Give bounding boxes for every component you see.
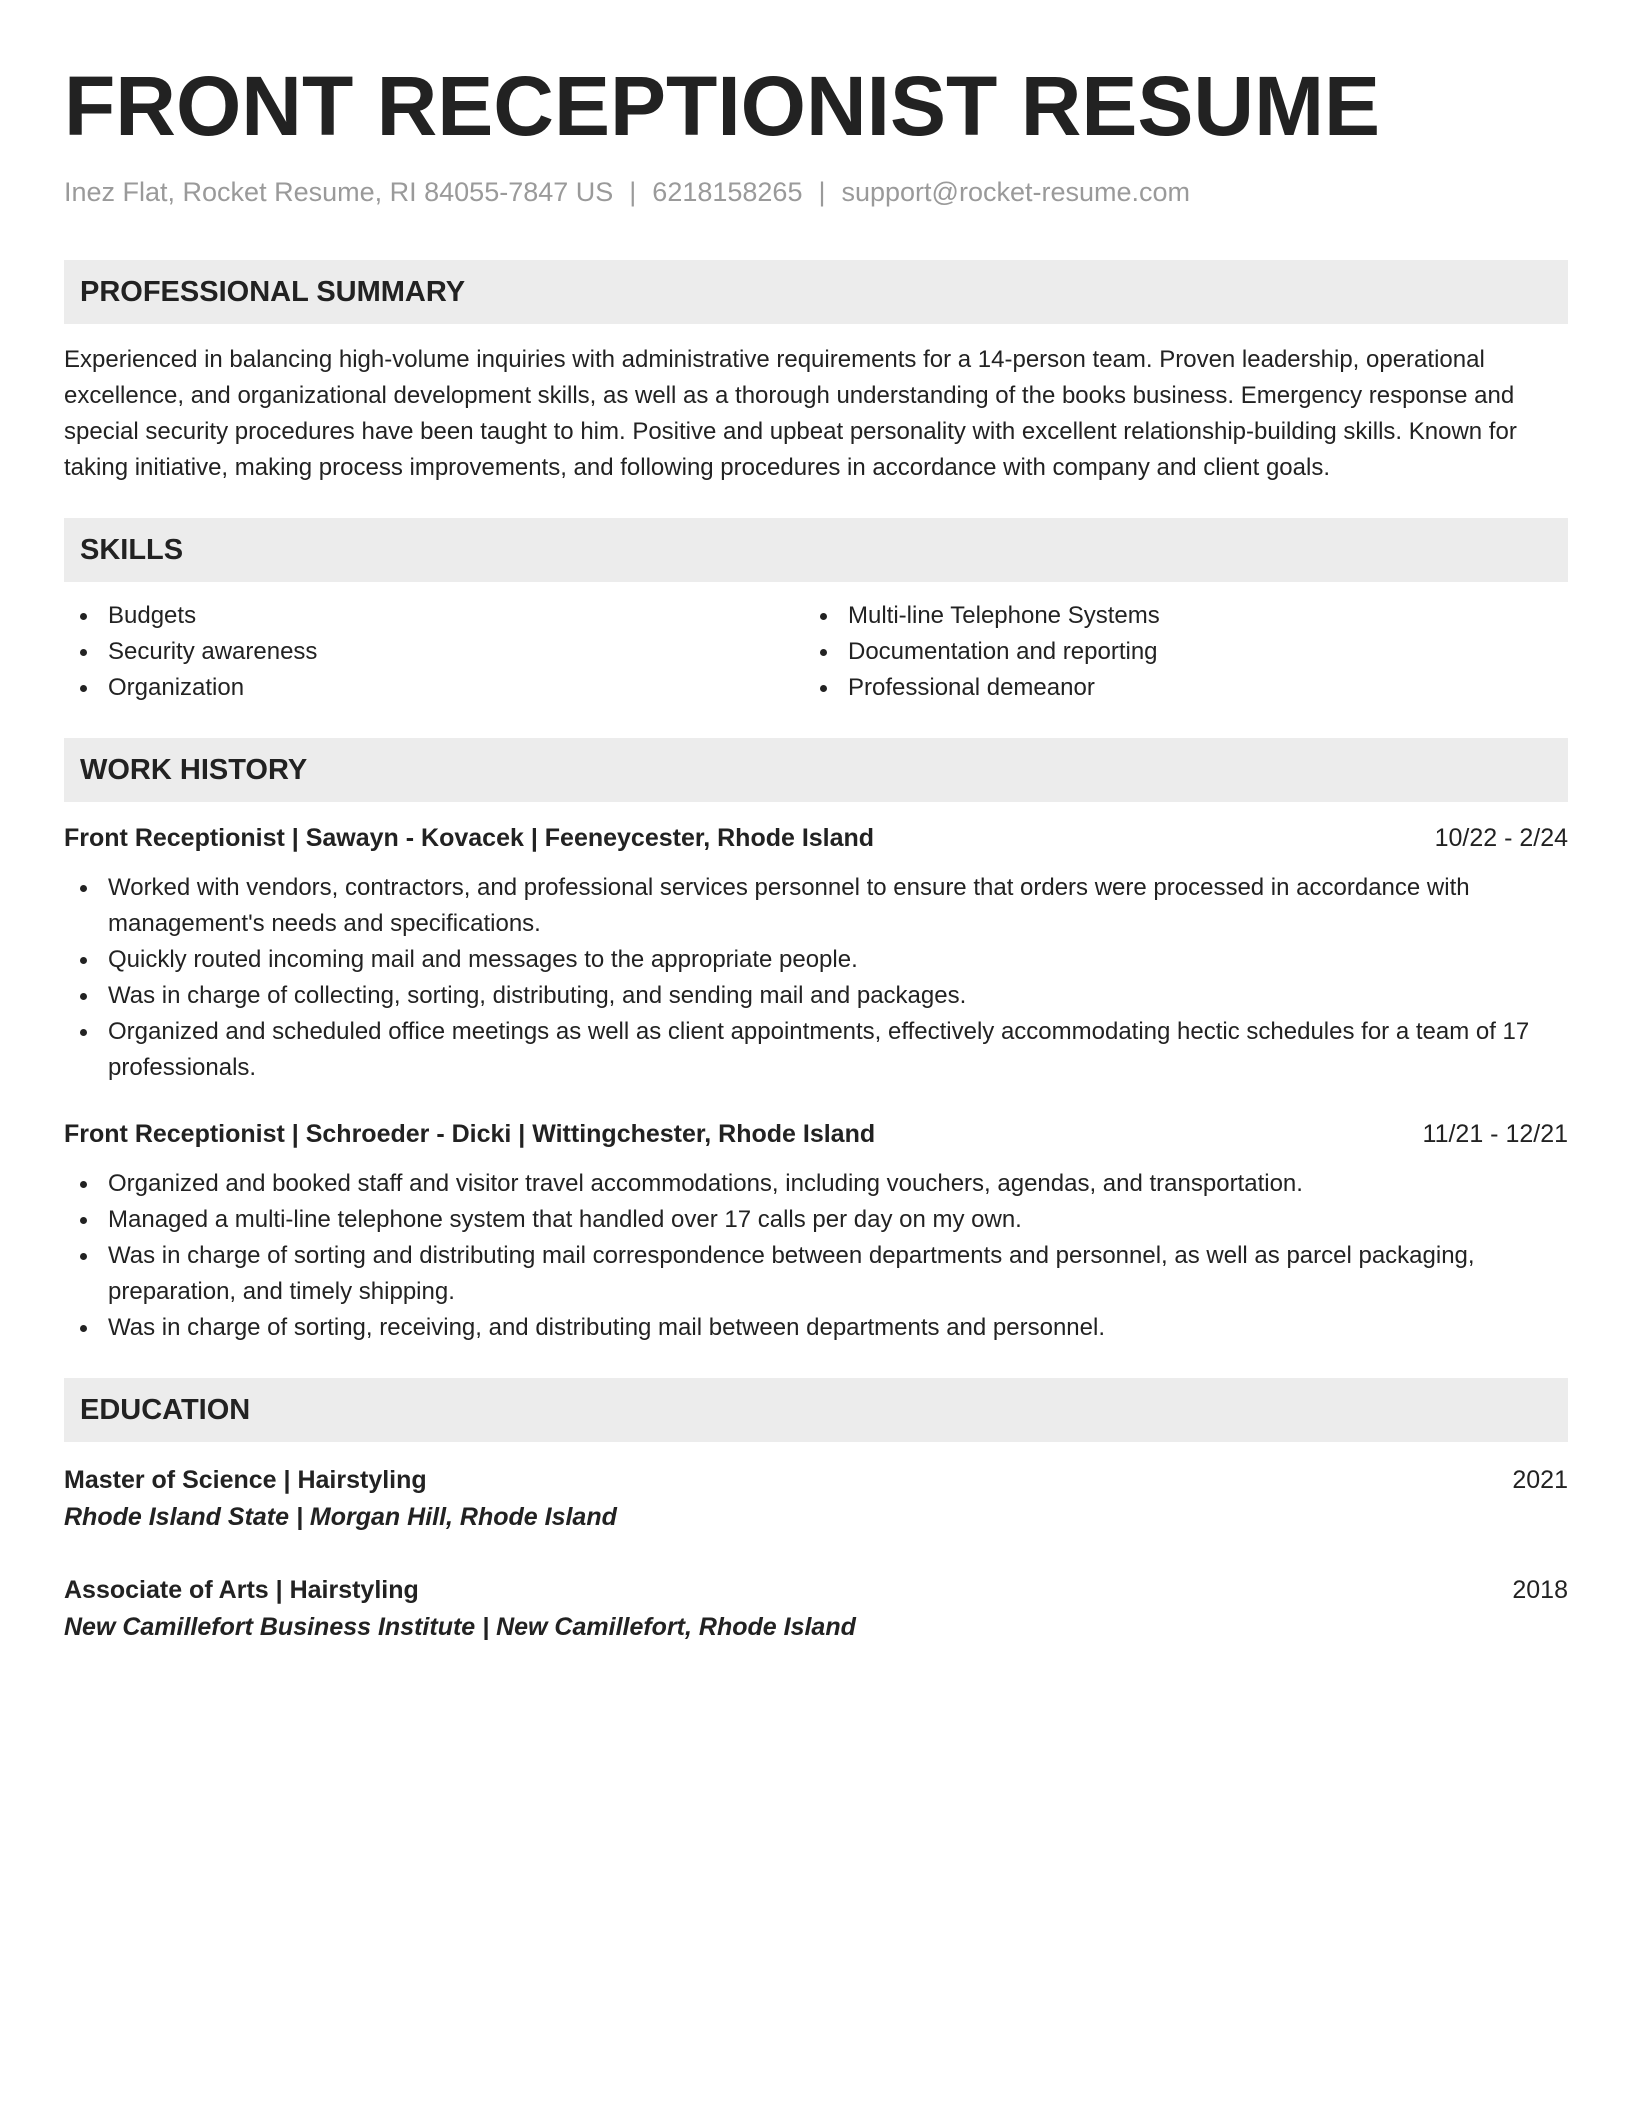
job-bullet: Worked with vendors, contractors, and professional services personnel to ensure that orders were processed in accordance with management's needs and specifications. (64, 870, 1568, 942)
skills-heading: SKILLS (64, 518, 1568, 582)
job-dates: 10/22 - 2/24 (1434, 824, 1568, 852)
job-bullet: Organized and scheduled office meetings as well as client appointments, effectively accommodating hectic schedules for a team of 17 professionals. (64, 1014, 1568, 1086)
skill-item: Budgets (64, 598, 804, 634)
contact-separator: | (818, 177, 826, 207)
contact-line (64, 174, 1568, 210)
job-bullet: Organized and booked staff and visitor travel accommodations, including vouchers, agendas, and transportation. (64, 1166, 1568, 1202)
skills-column-left (64, 598, 804, 706)
education-header (64, 1462, 1568, 1498)
graduation-year: 2018 (1512, 1576, 1568, 1604)
work-history-heading: WORK HISTORY (64, 738, 1568, 802)
skill-item: Security awareness (64, 634, 804, 670)
degree: Associate of Arts | Hairstyling (64, 1576, 419, 1604)
job-bullet: Was in charge of sorting, receiving, and distributing mail between departments and personnel. (64, 1310, 1568, 1346)
contact-address: Inez Flat, Rocket Resume, RI 84055-7847 US (64, 177, 614, 207)
school: Rhode Island State | Morgan Hill, Rhode Island (64, 1503, 617, 1531)
education-heading: EDUCATION (64, 1378, 1568, 1442)
skill-item: Documentation and reporting (804, 634, 1544, 670)
skills-column-right (804, 598, 1544, 706)
degree: Master of Science | Hairstyling (64, 1466, 427, 1494)
job-header (64, 1116, 1568, 1152)
summary-heading: PROFESSIONAL SUMMARY (64, 260, 1568, 324)
job-bullet: Was in charge of sorting and distributing mail correspondence between departments and personnel, as well as parcel packaging, preparation, and timely shipping. (64, 1238, 1568, 1310)
school: New Camillefort Business Institute | New Camillefort, Rhode Island (64, 1613, 856, 1641)
job-dates: 11/21 - 12/21 (1422, 1120, 1568, 1148)
contact-phone: 6218158265 (652, 177, 803, 207)
job-bullets (64, 1166, 1568, 1346)
summary-text: Experienced in balancing high-volume inquiries with administrative requirements for a 14-person team. Proven leadership, operational excellence, and organizational development skills, as well as a thorough understanding of the books business. Emergency response and special security procedures have been taught to him. Positive and upbeat personality with excellent relationship-building skills. Known for taking initiative, making process improvements, and following procedures in accordance with company and client goals. (64, 346, 1517, 481)
education-entry (64, 1572, 1568, 1646)
job-bullets (64, 870, 1568, 1086)
contact-separator: | (629, 177, 637, 207)
skill-item: Organization (64, 670, 804, 706)
skill-item: Multi-line Telephone Systems (804, 598, 1544, 634)
job-title: Front Receptionist | Schroeder - Dicki | Wittingchester, Rhode Island (64, 1120, 876, 1148)
job-bullet: Quickly routed incoming mail and messages to the appropriate people. (64, 942, 1568, 978)
job-entry (64, 820, 1568, 1086)
contact-email[interactable]: support@rocket-resume.com (841, 177, 1191, 207)
education-entry (64, 1462, 1568, 1536)
education-header (64, 1572, 1568, 1608)
skill-item: Professional demeanor (804, 670, 1544, 706)
job-header (64, 820, 1568, 856)
job-entry (64, 1116, 1568, 1346)
graduation-year: 2021 (1512, 1466, 1568, 1494)
skills-list (64, 598, 1568, 706)
job-title: Front Receptionist | Sawayn - Kovacek | Feeneycester, Rhode Island (64, 824, 875, 852)
resume-title: FRONT RECEPTIONIST RESUME (64, 59, 1381, 153)
job-bullet: Was in charge of collecting, sorting, distributing, and sending mail and packages. (64, 978, 1568, 1014)
job-bullet: Managed a multi-line telephone system that handled over 17 calls per day on my own. (64, 1202, 1568, 1238)
